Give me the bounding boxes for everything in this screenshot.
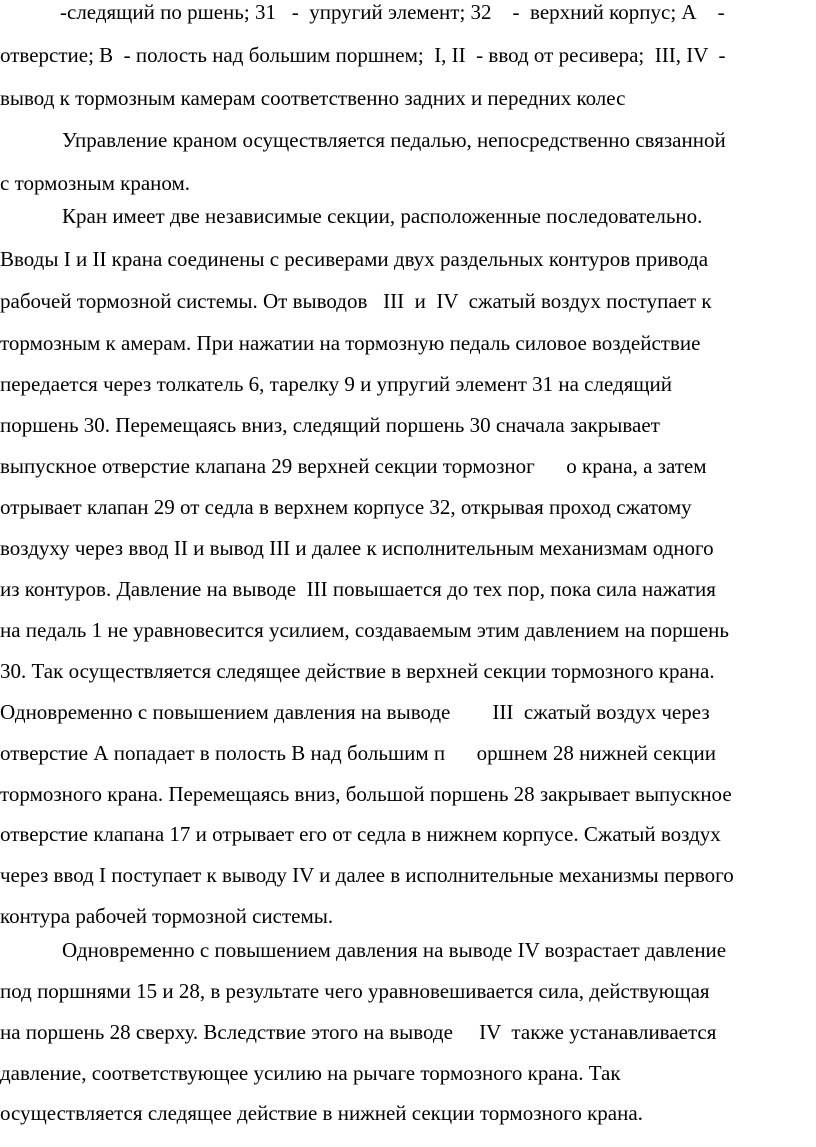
text-line-6: Кран имеет две независимые секции, расположенные последовательно. (62, 204, 703, 228)
text-line-1: -следящий по ршень; 31 - упругий элемент; 32 - верхний корпус; А - (60, 0, 725, 24)
text-line-25: под поршнями 15 и 28, в результате чего уравновешивается сила, действующая (0, 979, 710, 1003)
text-line-28: осуществляется следящее действие в нижней секции тормозного крана. (0, 1101, 643, 1125)
text-line-10: передается через толкатель 6, тарелку 9 и упругий элемент 31 на следящий (0, 372, 673, 396)
text-line-11: поршень 30. Перемещаясь вниз, следящий поршень 30 сначала закрывает (0, 413, 660, 437)
text-line-16: на педаль 1 не уравновесится усилием, создаваемым этим давлением на поршень (0, 618, 729, 642)
text-line-7: Вводы I и II крана соединены с ресиверами двух раздельных контуров привода (0, 247, 709, 271)
text-line-15: из контуров. Давление на выводе III повышается до тех пор, пока сила нажатия (0, 577, 716, 601)
text-line-14: воздуху через ввод II и вывод III и далее к исполнительным механизмам одного (0, 536, 714, 560)
text-line-2: отверстие; В - полость над большим поршнем; I, II - ввод от ресивера; III, IV - (0, 43, 726, 67)
text-line-19: отверстие А попадает в полость В над большим п оршнем 28 нижней секции (0, 741, 717, 765)
text-line-22: через ввод I поступает к выводу IV и далее в исполнительные механизмы первого (0, 863, 734, 887)
text-line-4: Управление краном осуществляется педалью, непосредственно связанной (62, 128, 726, 152)
text-line-21: отверстие клапана 17 и отрывает его от седла в нижнем корпусе. Сжатый воздух (0, 822, 721, 846)
text-line-24: Одновременно с повышением давления на выводе IV возрастает давление (62, 938, 727, 962)
text-line-9: тормозным к амерам. При нажатии на тормозную педаль силовое воздействие (0, 331, 701, 355)
text-line-27: давление, соответствующее усилию на рычаге тормозного крана. Так (0, 1061, 621, 1085)
text-line-3: вывод к тормозным камерам соответственно задних и передних колес (0, 86, 626, 110)
text-line-20: тормозного крана. Перемещаясь вниз, большой поршень 28 закрывает выпускное (0, 782, 732, 806)
text-line-12: выпускное отверстие клапана 29 верхней секции тормозног о крана, а затем (0, 454, 707, 478)
text-line-26: на поршень 28 сверху. Вследствие этого на выводе IV также устанавливается (0, 1020, 717, 1044)
text-line-18: Одновременно с повышением давления на выводе III сжатый воздух через (0, 700, 710, 724)
text-line-8: рабочей тормозной системы. От выводов III и IV сжатый воздух поступает к (0, 289, 712, 313)
text-line-5: с тормозным краном. (0, 171, 191, 195)
text-line-17: 30. Так осуществляется следящее действие в верхней секции тормозного крана. (0, 659, 715, 683)
text-line-23: контура рабочей тормозной системы. (0, 904, 334, 928)
text-line-13: отрывает клапан 29 от седла в верхнем корпусе 32, открывая проход сжатому (0, 495, 692, 519)
